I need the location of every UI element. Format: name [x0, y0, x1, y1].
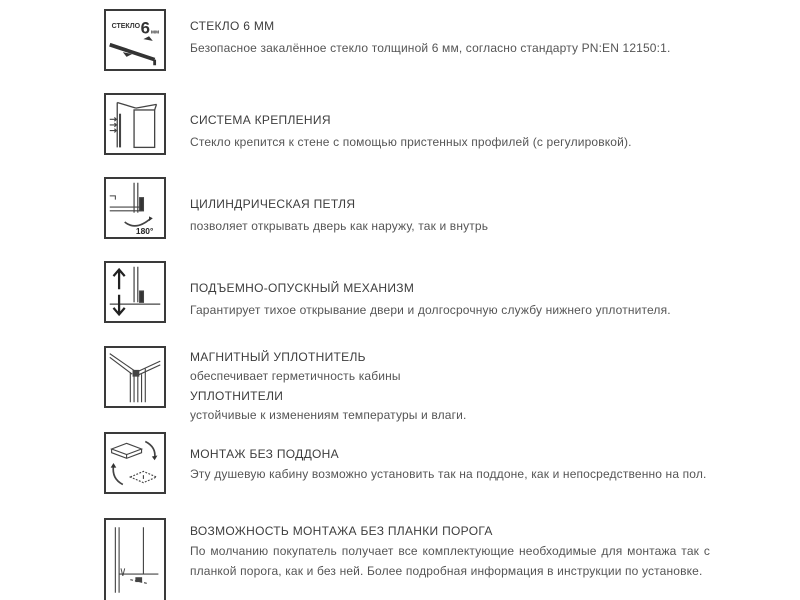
no-threshold-install-icon [104, 518, 166, 600]
icon-label-unit: мм [150, 29, 160, 36]
cylindrical-hinge-icon [104, 177, 166, 239]
feature-title: СТЕКЛО 6 ММ [190, 19, 275, 33]
glass-thickness-icon [104, 9, 166, 71]
feature-description: Гарантирует тихое открывание двери и долгосрочную службу нижнего уплотнителя. [190, 303, 671, 317]
feature-description: обеспечивает герметичность кабины [190, 369, 401, 383]
feature-sub-description: устойчивые к изменениям температуры и влаги. [190, 408, 467, 422]
icon-label-180: 180° [135, 226, 154, 237]
feature-description: позволяет открывать дверь как наружу, так и внутрь [190, 219, 489, 233]
icon-label-top: СТЕКЛО [111, 22, 141, 30]
feature-title: МАГНИТНЫЙ УПЛОТНИТЕЛЬ [190, 350, 366, 364]
feature-description: Эту душевую кабину возможно установить так на поддоне, как и непосредственно на пол. [190, 467, 707, 481]
feature-title: СИСТЕМА КРЕПЛЕНИЯ [190, 113, 331, 127]
feature-title: ВОЗМОЖНОСТЬ МОНТАЖА БЕЗ ПЛАНКИ ПОРОГА [190, 524, 493, 538]
feature-description: Безопасное закалённое стекло толщиной 6 мм, согласно стандарту PN:EN 12150:1. [190, 41, 671, 55]
feature-subtitle: УПЛОТНИТЕЛИ [190, 389, 284, 403]
mounting-system-icon [104, 93, 166, 155]
lift-mechanism-icon [104, 261, 166, 323]
feature-description: По молчанию покупатель получает все комплектующие необходимые для монтажа так с планкой порога, как и без ней. Более подробная информация в инструкции по установке. [190, 544, 710, 578]
no-tray-install-icon [104, 432, 166, 494]
feature-title: ПОДЪЕМНО-ОПУСКНЫЙ МЕХАНИЗМ [190, 281, 415, 295]
feature-description: Стекло крепится к стене с помощью пристенных профилей (с регулировкой). [190, 135, 632, 149]
magnetic-seal-icon [104, 346, 166, 408]
feature-title: МОНТАЖ БЕЗ ПОДДОНА [190, 447, 339, 461]
feature-title: ЦИЛИНДРИЧЕСКАЯ ПЕТЛЯ [190, 197, 356, 211]
icon-label-num: 6 [140, 18, 150, 38]
